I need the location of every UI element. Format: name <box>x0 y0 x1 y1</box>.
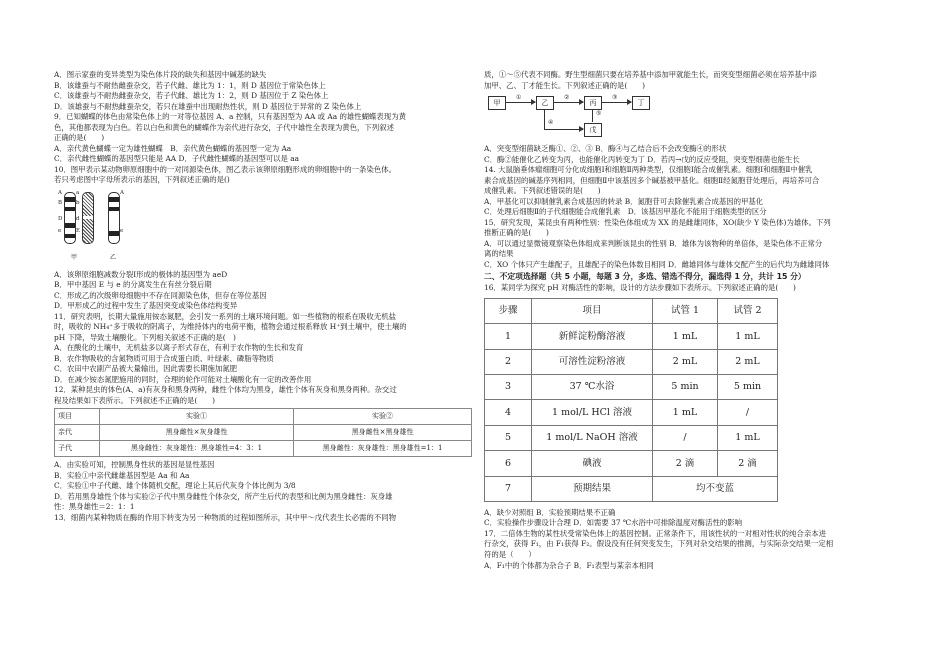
gene-label: e <box>120 227 124 234</box>
table-cell: 2 mL <box>718 349 778 374</box>
figure-caption-yi: 乙 <box>110 253 117 261</box>
table-header-cell: 实验① <box>100 409 294 425</box>
q9-stem-line-3: 正确的是( ) <box>54 133 105 143</box>
q9-option-cd: C．亲代雌性蝴蝶的基因型只能是 AA D．子代雌性蝴蝶的基因型可以是 aa <box>54 154 300 164</box>
enzyme-label: ④ <box>548 119 554 127</box>
table-cell: 可溶性淀粉溶液 <box>532 349 653 374</box>
table-cell: 1 mol/L NaOH 溶液 <box>532 425 653 450</box>
q14-stem-line-1: 14. 大鼠脑垂体瘤细胞可分化成细胞Ⅰ和细胞Ⅱ两种类型，仅细胞Ⅰ能合成催乳素。细胞Ⅰ和细胞Ⅱ中催乳 <box>484 165 813 175</box>
table-cell: 1 mol/L HCl 溶液 <box>532 400 653 425</box>
arrow <box>544 129 583 130</box>
q10-option-a: A．该卵原细胞减数分裂Ⅰ形成的极体的基因型为 aeD <box>54 269 228 279</box>
table-header-cell: 项目 <box>55 409 100 425</box>
experiment-table <box>484 298 778 502</box>
gene-label: e <box>58 227 62 234</box>
q9-stem-line-2: 色，其他都表现为白色。若以白色和黄色的蝴蝶作为亲代进行杂交，子代中雄性全表现为黄色，下列叙述 <box>54 122 394 132</box>
q8-option-b: B．该雄蚕与不耐热雌蚕杂交，若子代雌、雄比为 1：1，则 D 基因位于常染色体上 <box>54 80 326 90</box>
table-header-cell: 步骤 <box>485 298 532 323</box>
q15-option-cd: C．XO 个体只产生雄配子，且雄配子的染色体数目相同 D．雌雄同体与雄体交配产生的后代均为雌雄同体 <box>484 259 830 269</box>
q16-option-cd: C．实验操作步骤设计合理 D．如需要 37 ℃水浴中可排除温度对酶活性的影响 <box>484 518 743 528</box>
table-row <box>485 476 778 501</box>
table-cell: 1 <box>485 324 532 349</box>
gene-label: d <box>76 215 80 222</box>
q14-option-cd: C．处理后细胞Ⅱ的子代细胞能合成催乳素 D．该基因甲基化不能用于细胞类型的区分 <box>484 207 767 217</box>
table-cell: / <box>653 425 718 450</box>
table-cell: 3 <box>485 374 532 399</box>
branch-line <box>592 109 593 122</box>
q15-stem-line-2: 推断正确的是( ) <box>484 228 549 238</box>
substance-box-bing: 丙 <box>584 96 602 110</box>
q11-stem-line-3: pH 下降，导致土壤酸化。下列相关叙述不正确的是( ) <box>54 332 236 342</box>
q9-option-ab: A．亲代黄色蝴蝶一定为雄性蝴蝶 B．亲代黄色蝴蝶的基因型一定为 Aa <box>54 143 292 153</box>
table-cell: 2 mL <box>653 349 718 374</box>
enzyme-label: ① <box>516 94 522 102</box>
table-cell: 黑身雌性×黑身雄性 <box>294 425 472 441</box>
section-title: 二、不定项选择题（共 5 小题，每题 3 分，多选、错选不得分，漏选得 1 分，共计 15 分） <box>484 272 806 282</box>
q8-option-c: C．该雄蚕与不耐热雌蚕杂交，若子代雌、雄比为 1：2，则 D 基因位于 Z 染色体上 <box>54 91 329 101</box>
table-cell: 7 <box>485 476 532 501</box>
table-cell: 子代 <box>55 441 100 457</box>
chromosome-yi <box>108 192 120 244</box>
enzyme-label: ③ <box>612 94 618 102</box>
q11-option-b: B．农作物吸收的含氮物质可用于合成蛋白质、叶绿素、磷脂等物质 <box>54 353 274 363</box>
q17-option-ab: A．F₁中的个体都为杂合子 B．F₁表型与某亲本相同 <box>484 560 654 570</box>
enzyme-label: ② <box>564 94 570 102</box>
chromosome-figure <box>58 188 128 266</box>
table-cell: 2 <box>485 349 532 374</box>
pathway-diagram <box>486 92 686 142</box>
q14-stem-line-2: 素合成基因的碱基序列相同，但细胞Ⅱ中该基因多个碱基被甲基化。细胞Ⅱ经氮胞苷处理后，再培养可合 <box>484 175 820 185</box>
gene-label: a <box>76 189 80 196</box>
table-header-cell: 项目 <box>532 298 653 323</box>
substance-box-ding: 丁 <box>632 96 650 110</box>
table-cell: 2 滴 <box>718 451 778 476</box>
substance-box-wu: 戊 <box>584 123 602 137</box>
q8-option-a: A．图示家蚕的变异类型为染色体片段的缺失和基因中碱基的缺失 <box>54 70 267 79</box>
q16-option-ab: A．缺少对照组 B．实验预期结果不正确 <box>484 507 616 517</box>
table-cell: 1 mL <box>718 425 778 450</box>
q10-stem-line-1: 10．图甲表示某动物卵原细胞中的一对同源染色体，图乙表示该卵原细胞形成的卵细胞中的一条染色体。 <box>54 164 396 174</box>
branch-line <box>544 109 545 129</box>
substance-box-yi: 乙 <box>536 96 554 110</box>
q14-stem-line-3: 成催乳素。下列叙述错误的是( ) <box>484 186 601 196</box>
q15-option-ab-line-1: A．可以通过显微镜观察染色体组成来判断该昆虫的性别 B．雄体为该物种的单倍体，是染色体不正常分 <box>484 238 823 248</box>
q12-option-d-line-2: 性：黑身雄性＝2：1：1 <box>54 502 135 512</box>
q12-option-a: A．由实验可知，控制黑身性状的基因是显性基因 <box>54 460 215 470</box>
table-header-cell: 试管 1 <box>653 298 718 323</box>
q17-stem-line-1: 17．二倍体生物的某性状受常染色体上的基因控制。正常条件下，用该性状的一对相对性状的纯合亲本进 <box>484 528 826 538</box>
substance-box-jia: 甲 <box>488 96 506 110</box>
table-row <box>485 400 778 425</box>
q10-option-c: C．形成乙的次级卵母细胞中不存在同源染色体，但存在等位基因 <box>54 290 267 300</box>
q9-stem-line-1: 9．已知蝴蝶的体色由常染色体上的一对等位基因 A、a 控制，只有基因型为 AA 或 Aa 的雄性蝴蝶表现为黄 <box>54 112 406 122</box>
q12-stem-line-2: 程及结果如下表所示。下列叙述不正确的是( ) <box>54 395 215 405</box>
chromosome-jia-right <box>82 192 94 244</box>
gene-label: A <box>120 189 124 196</box>
q13-option-cd: C．酶②能催化乙转变为丙，也能催化丙转变为丁 D．若丙→戊的反应受阻，突变型细菌也能生长 <box>484 154 800 164</box>
table-cell: 黑身雌性：灰身雄性：黑身雄性=4：3：1 <box>100 441 294 457</box>
enzyme-label: ⑤ <box>596 110 602 118</box>
table-header-row <box>55 409 472 425</box>
q10-option-b: B．甲中基因 E 与 e 的分离发生在有丝分裂后期 <box>54 280 212 290</box>
right-column <box>484 70 894 571</box>
table-cell: 5 min <box>653 374 718 399</box>
q13-option-ab: A．突变型细菌缺乏酶①、②、③ B．酶④与乙结合后不会改变酶④的形状 <box>484 144 727 154</box>
gene-label: b <box>76 199 80 206</box>
table-cell: 均不变蓝 <box>653 476 778 501</box>
q15-stem-line-1: 15．研究发现，某昆虫有两种性别：性染色体组成为 XX 的是雌雄同体，XO(缺少 Y 染色体)为雄体。下列 <box>484 217 831 227</box>
q15-option-ab-line-2: 离的结果 <box>484 249 514 259</box>
table-cell: 5 <box>485 425 532 450</box>
q11-option-d: D．在减少铵态氮肥施用的同时，合理的轮作可能对土壤酸化有一定的改善作用 <box>54 374 312 384</box>
table-cell: 4 <box>485 400 532 425</box>
q12-stem-line-1: 12．某种昆虫的体色(A、a)有灰身和黑身两种，雌性个体均为黑身，雄性个体有灰身和黑身两种。杂交过 <box>54 385 397 395</box>
q13-stem-line-1: 13．细菌内某种物质在酶的作用下转变为另一种物质的过程如图所示，其中甲～戊代表生长必需的不同物 <box>54 512 396 522</box>
chromosome-jia-left <box>64 192 76 244</box>
table-header-cell: 试管 2 <box>718 298 778 323</box>
gene-label: D <box>58 215 63 222</box>
table-cell: 黑身雌性：灰身雄性：黑身雄性=1：1 <box>294 441 472 457</box>
table-cell: 1 mL <box>653 400 718 425</box>
table-cell: 碘液 <box>532 451 653 476</box>
q14-option-ab: A．甲基化可以抑制催乳素合成基因的转录 B．氮胞苷可去除催乳素合成基因的甲基化 <box>484 196 764 206</box>
table-cell: 6 <box>485 451 532 476</box>
q11-stem-line-1: 11．研究表明，长期大量施用铵态氮肥，会引发一系列的土壤环境问题。如一些植物的根系在吸收无机盐 <box>54 311 396 321</box>
q16-stem: 16．某同学为探究 pH 对酶活性的影响，设计的方法步骤如下表所示。下列叙述正确的是( ) <box>484 283 796 293</box>
table-cell: 亲代 <box>55 425 100 441</box>
table-row <box>485 349 778 374</box>
table-cell: 新鲜淀粉酶溶液 <box>532 324 653 349</box>
q10-stem-line-2: 若只考虑图中字母所表示的基因，下列叙述正确的是() <box>54 175 230 185</box>
table-cell: 黑身雌性×灰身雄性 <box>100 425 294 441</box>
table-header-row <box>485 298 778 323</box>
left-column <box>54 70 472 523</box>
cross-table <box>54 408 472 457</box>
table-row <box>485 324 778 349</box>
q17-stem-line-3: 符的是（ ） <box>484 549 536 559</box>
q13-stem-line-2: 质，①～⑤代表不同酶。野生型细菌只要在培养基中添加甲就能生长，而突变型细菌必须在培养基中添 <box>484 70 817 79</box>
table-cell: 1 mL <box>653 324 718 349</box>
q17-stem-line-2: 行杂交，获得 F₁，由 F₁获得 F₂。假设没有任何突变发生，下列对杂交结果的推测，与实际杂交结果一定相 <box>484 539 834 549</box>
table-header-cell: 实验② <box>294 409 472 425</box>
table-cell: / <box>718 400 778 425</box>
q12-option-b: B．实验①中亲代雌雄基因型是 Aa 和 Aa <box>54 470 190 480</box>
table-row <box>55 425 472 441</box>
q12-option-d-line-1: D．若用黑身雄性个体与实验②子代中黑身雌性个体杂交，所产生后代的表型和比例为黑身雌性：灰身雄 <box>54 491 393 501</box>
q11-option-c: C．农田中农副产品被大量输出，因此需要长期施加氮肥 <box>54 364 238 374</box>
gene-label: A <box>58 189 62 196</box>
q12-option-c: C．实验①中子代雌、雄个体随机交配，理论上其后代灰身个体比例为 3/8 <box>54 481 296 491</box>
table-cell: 预期结果 <box>532 476 653 501</box>
q10-option-d: D．甲形成乙的过程中发生了基因突变或染色体结构变异 <box>54 301 238 311</box>
gene-label: B <box>58 199 63 206</box>
q13-stem-line-3: 加甲、乙、丁才能生长。下列叙述正确的是( ) <box>484 80 645 90</box>
q11-stem-line-2: 时，吸收的 NH₄⁺多于吸收的阴离子，为维持体内的电荷平衡，植物会通过根系释放 H⁺到土壤中，使土壤的 <box>54 322 407 332</box>
table-row <box>485 374 778 399</box>
table-row <box>485 425 778 450</box>
table-cell: 2 滴 <box>653 451 718 476</box>
gene-label: E <box>76 227 81 234</box>
figure-caption-jia: 甲 <box>71 253 78 261</box>
table-cell: 37 ℃水浴 <box>532 374 653 399</box>
table-cell: 1 mL <box>718 324 778 349</box>
table-cell: 5 min <box>718 374 778 399</box>
table-row <box>485 451 778 476</box>
table-row <box>55 441 472 457</box>
q11-option-a: A．在酸化的土壤中，无机盐多以离子形式存在，有利于农作物的生长和发育 <box>54 343 304 353</box>
q8-option-d: D．该雄蚕与不耐热雌蚕杂交，若只在雄蚕中出现耐热性状，则 D 基因位于异常的 Z 染色体上 <box>54 101 362 111</box>
